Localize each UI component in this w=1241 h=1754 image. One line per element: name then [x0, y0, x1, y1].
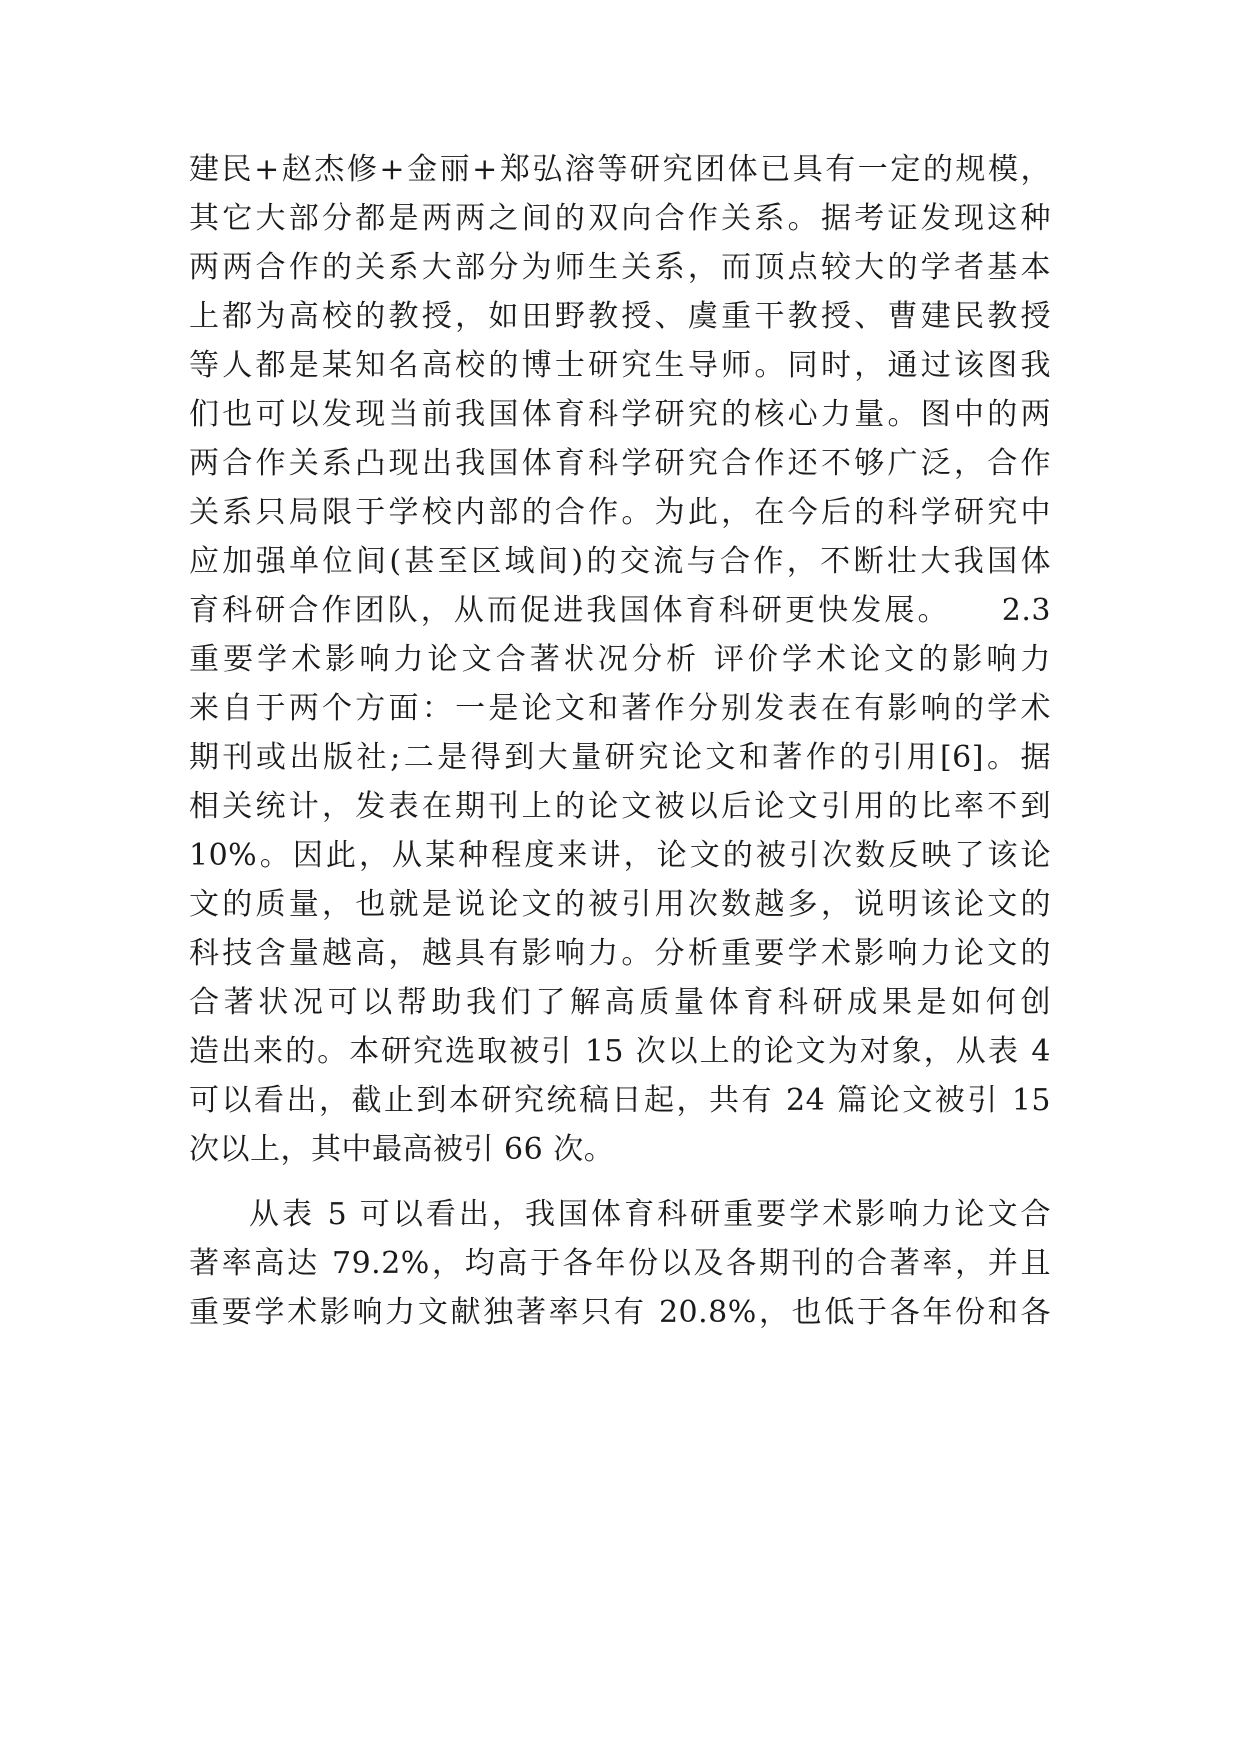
text-line: 等人都是某知名高校的博士研究生导师。同时，通过该图我: [189, 348, 1051, 383]
text-line: 们也可以发现当前我国体育科学研究的核心力量。图中的两: [189, 397, 1051, 432]
text-line: 合著状况可以帮助我们了解高质量体育科研成果是如何创: [189, 985, 1051, 1020]
text-line: 建民+赵杰修+金丽+郑弘溶等研究团体已具有一定的规模，: [189, 152, 1051, 187]
text-line: 可以看出，截止到本研究统稿日起，共有 24 篇论文被引 15: [189, 1083, 1051, 1118]
text-line: 其它大部分都是两两之间的双向合作关系。据考证发现这种: [189, 201, 1051, 236]
text-line: 相关统计，发表在期刊上的论文被以后论文引用的比率不到: [189, 789, 1051, 824]
text-line: 次以上，其中最高被引 66 次。: [189, 1132, 615, 1167]
text-line: 育科研合作团队，从而促进我国体育科研更快发展。 2.3: [189, 593, 1051, 628]
text-line: 10%。因此，从某种程度来讲，论文的被引次数反映了该论: [189, 838, 1051, 873]
text-line: 关系只局限于学校内部的合作。为此，在今后的科学研究中: [189, 495, 1051, 530]
text-line: 著率高达 79.2%，均高于各年份以及各期刊的合著率，并且: [189, 1246, 1051, 1281]
text-line: 重要学术影响力文献独著率只有 20.8%，也低于各年份和各: [189, 1295, 1051, 1330]
text-line: 造出来的。本研究选取被引 15 次以上的论文为对象，从表 4: [189, 1034, 1051, 1069]
text-line: 两两合作的关系大部分为师生关系，而顶点较大的学者基本: [189, 250, 1051, 285]
text-line: 文的质量，也就是说论文的被引用次数越多，说明该论文的: [189, 887, 1051, 922]
text-line: 两合作关系凸现出我国体育科学研究合作还不够广泛，合作: [189, 446, 1051, 481]
text-line: 期刊或出版社;二是得到大量研究论文和著作的引用[6]。据: [189, 740, 1051, 775]
text-line: 科技含量越高，越具有影响力。分析重要学术影响力论文的: [189, 936, 1051, 971]
text-line: 上都为高校的教授，如田野教授、虞重干教授、曹建民教授: [189, 299, 1051, 334]
text-line: 重要学术影响力论文合著状况分析 评价学术论文的影响力: [189, 642, 1051, 677]
text-line: 从表 5 可以看出，我国体育科研重要学术影响力论文合: [249, 1197, 1051, 1232]
text-line: 应加强单位间(甚至区域间)的交流与合作，不断壮大我国体: [189, 544, 1051, 579]
text-line: 来自于两个方面：一是论文和著作分别发表在有影响的学术: [189, 691, 1051, 726]
